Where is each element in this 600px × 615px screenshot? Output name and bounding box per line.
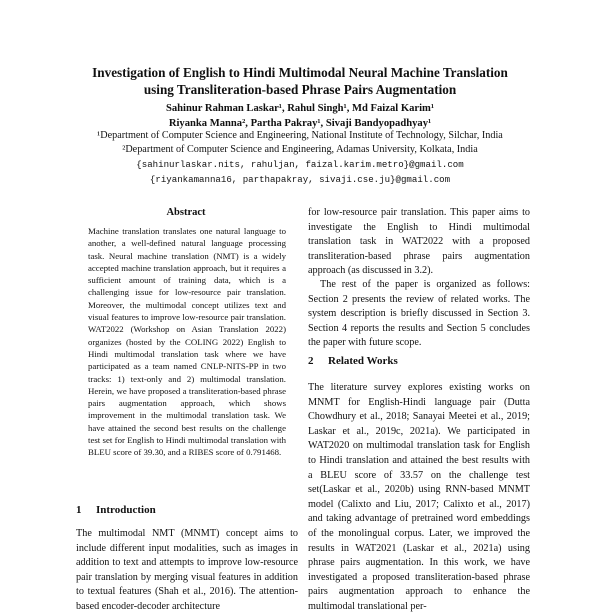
section-title: Related Works [328, 355, 398, 367]
section-number: 1 [76, 504, 82, 516]
related-works-text: The literature survey explores existing works on MNMT for English-Hindi language pair (Dutta Chowdhury et al., 2018; Sanayai Meetei et al., 2019; Laskar et al., 2019c, 2021a). We participated in WAT2020 on multimodal translation task for English to Hindi translation and attained the best results with a BLEU score of 33.57 on the challenge test set(Laskar et al., 2020b) using RNN-based MNMT model (Calixto and Liu, 2017; Calixto et al., 2017) and taking advantage of pretrained word embeddings of the monolingual corpus. Later, we improved the results in WAT2021 (Laskar et al., 2021a) using phrase pairs augmentation. In this work, we have investigated a proposed transliteration-based phrase pairs augmentation approach to enhance the multimodal translational per- [308, 382, 530, 612]
affiliation-2: ²Department of Computer Science and Engineering, Adamas University, Kolkata, India [122, 144, 478, 155]
section-heading-introduction [76, 504, 156, 516]
introduction-continued-text: for low-resource pair translation. This paper aims to investigate the English to Hindi multimodal translation task in WAT2022 with a proposed transliteration-based phrase pairs augmentation approach (as discussed in 3.2). [308, 207, 530, 277]
section-title: Introduction [96, 504, 156, 516]
authors-line-1: Sahinur Rahman Laskar¹, Rahul Singh¹, Md Faizal Karim¹ [165, 103, 435, 114]
title-line-2: using Transliteration-based Phrase Pairs Augmentation [143, 82, 457, 97]
authors-line-2: Riyanka Manna², Partha Pakray¹, Sivaji Bandyopadhyay¹ [168, 118, 432, 129]
introduction-organization-text: The rest of the paper is organized as follows: Section 2 presents the review of related works. The system description is briefly discussed in Section 3. Section 4 reports the results and Section 5 concludes the paper with future scope. [308, 279, 530, 349]
email-line-1: {sahinurlaskar.nits, rahuljan, faizal.karim.metro}@gmail.com [136, 159, 464, 170]
author-list [40, 101, 560, 131]
abstract-heading: Abstract [166, 207, 206, 218]
section-number: 2 [308, 355, 314, 367]
author-emails [20, 157, 580, 187]
section-heading-related-works [308, 355, 398, 367]
abstract-text: Machine translation translates one natural language to another, a well-defined natural language processing task. Neural machine translation (NMT) is a widely accepted machine translation approach, but it requires a sufficient amount of training data, which is a challenging issue for low-resource pair translation. Moreover, the multimodal concept utilizes text and visual features to improve low-resource pair translation. WAT2022 (Workshop on Asian Translation 2022) organizes (hosted by the COLING 2022) English to Hindi multimodal translation task where we have participated as a team named CNLP-NITS-PP in two tracks: 1) text-only and 2) multimodal translation. Herein, we have proposed a transliteration-based phrase pairs augmentation approach, which shows improvement in the multimodal translation task. We have attained the second best results on the challenge test set for English to Hindi multimodal translation with BLEU score of 39.30, and a RIBES score of 0.791468. [88, 226, 286, 458]
title-line-1: Investigation of English to Hindi Multimodal Neural Machine Translation [92, 65, 508, 80]
affiliation-1: ¹Department of Computer Science and Engineering, National Institute of Technology, Silchar, India [97, 130, 503, 141]
affiliations [20, 129, 580, 157]
paper-title [40, 64, 560, 98]
email-line-2: {riyankamanna16, parthapakray, sivaji.cse.ju}@gmail.com [149, 174, 451, 185]
introduction-text: The multimodal NMT (MNMT) concept aims to include different input modalities, such as images in addition to text and attempts to improve low-resource pair translation by merging visual features in addition to textual features (Shah et al., 2016). The attention-based encoder-decoder architecture [76, 528, 298, 612]
